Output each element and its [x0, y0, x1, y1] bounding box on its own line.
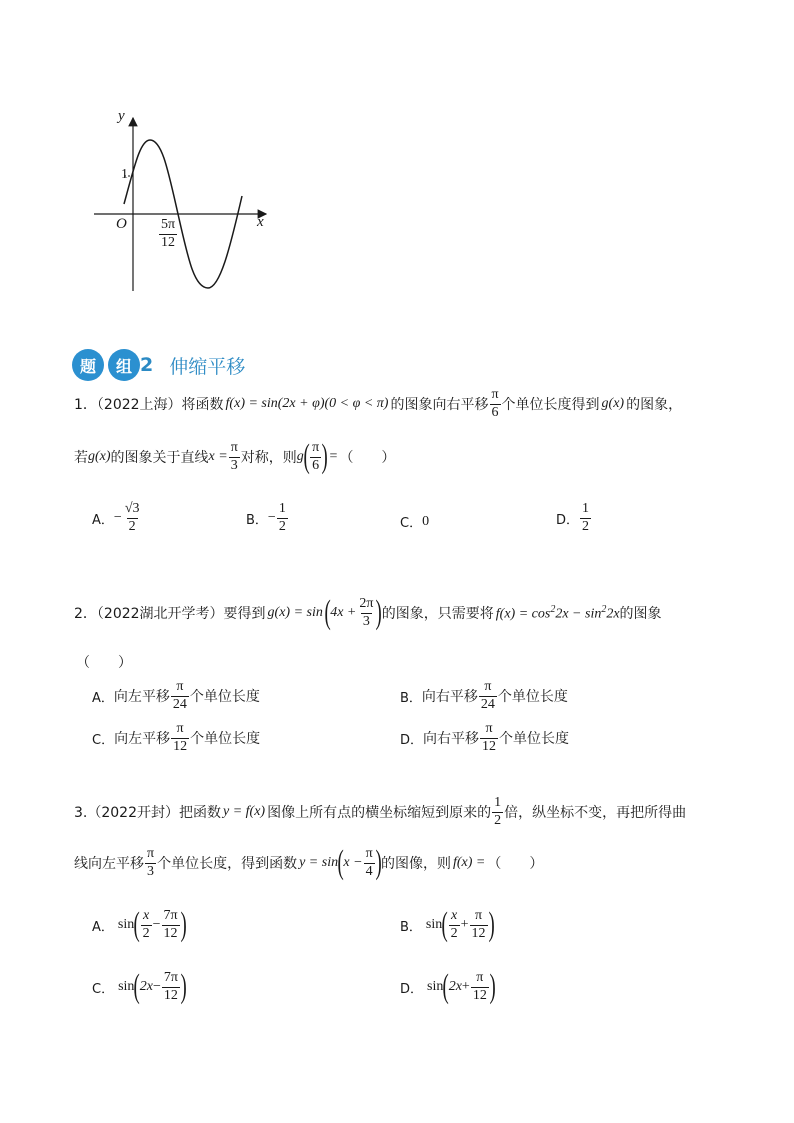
q3-option-d[interactable]: D． sin ( 2x + $\frac{\pi}{12}$ )	[400, 968, 496, 1005]
q1-line1: 1．（2022上海）将函数 f(x) = sin(2x + φ)(0 < φ < π) 的图象向右平移 $\frac{\pi}{6}$ 个单位长度得到 g(x) 的图象，	[74, 387, 683, 420]
q3-option-b[interactable]: B． sin ( $\frac{x}{2}$ + $\frac{\pi}{12}$ )	[400, 906, 495, 943]
y-axis-label: y	[118, 108, 125, 124]
q1-shift-frac: $\frac{\pi}{6}$	[491, 387, 499, 420]
badge-ti: 题	[72, 349, 104, 381]
q3-line1: 3.（2022开封）把函数 y = f(x) 图像上所有点的横坐标缩短到原来的 $\frac{1}{2}$ 倍，纵坐标不变，再把所得曲	[74, 795, 687, 828]
q2-option-c[interactable]: C． 向左平移 $\frac{\pi}{12}$ 个单位长度	[92, 721, 261, 754]
q1-option-b[interactable]: B． − $\frac{1}{2}$	[246, 501, 286, 534]
q1-blank: （ ）	[339, 450, 396, 466]
q2-option-d[interactable]: D． 向右平移 $\frac{\pi}{12}$ 个单位长度	[400, 721, 570, 754]
q1-option-a[interactable]: A． − $\frac{√3}{2}$	[92, 501, 140, 534]
q1-option-d[interactable]: D． $\frac{1}{2}$	[556, 501, 590, 534]
sine-graph-svg	[90, 108, 280, 298]
badge-zu: 组	[108, 349, 140, 381]
q1-line2: 若 g(x) 的图象关于直线 x = $\frac{\pi}{3}$ 对称，则 g ( $\frac{\pi}{6}$ ) = （ ）	[74, 438, 396, 475]
q1-g-frac: $\frac{\pi}{6}$	[312, 439, 320, 473]
section-heading	[72, 349, 245, 381]
section-title: 伸缩平移	[169, 355, 246, 378]
origin-label: O	[116, 216, 127, 232]
q2-option-a[interactable]: A． 向左平移 $\frac{\pi}{24}$ 个单位长度	[92, 679, 260, 712]
x-tick-label: $\frac{5\pi}{12}$	[161, 217, 176, 250]
q2-line2	[76, 652, 132, 672]
q1-option-c[interactable]: C． 0	[400, 513, 430, 531]
q3-option-a[interactable]: A． sin ( $\frac{x}{2}$ − $\frac{7\pi}{12}$ )	[92, 906, 187, 943]
q2-option-b[interactable]: B． 向右平移 $\frac{\pi}{24}$ 个单位长度	[400, 679, 568, 712]
q2-line1: 2．（2022湖北开学考）要得到 g(x) = sin ( 4x + $\frac{2\pi}{3}$ ) 的图象，只需要将 $f(x) = \cos^22x - \sin^22x$ 的图象	[74, 594, 662, 631]
q3-option-c[interactable]: C． sin ( 2x − $\frac{7\pi}{12}$ )	[92, 968, 187, 1005]
sine-graph	[90, 108, 280, 298]
x-axis-label: x	[257, 214, 264, 230]
section-number: 2	[140, 354, 154, 376]
q1-line-frac: $\frac{\pi}{3}$	[230, 439, 238, 473]
y-tick-label: 1	[121, 167, 128, 182]
q3-blank: （ ）	[487, 856, 544, 872]
q2-blank: （ ）	[76, 655, 132, 671]
q3-line2: 线向左平移 $\frac{\pi}{3}$ 个单位长度，得到函数 y = sin ( x − $\frac{\pi}{4}$ ) 的图像，则 f(x) = （ ）	[74, 844, 544, 881]
